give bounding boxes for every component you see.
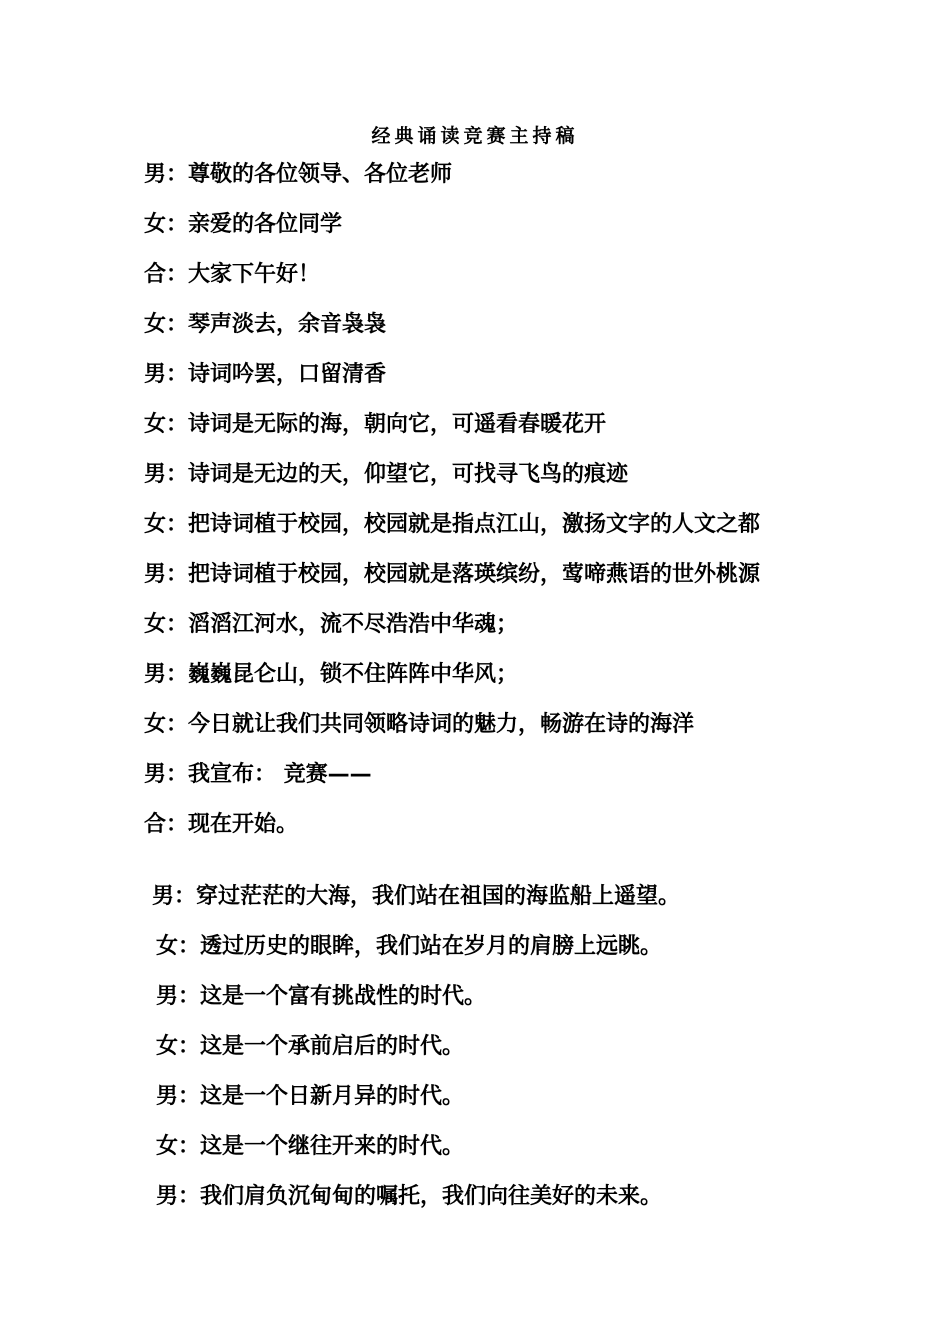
script-line: 女：亲爱的各位同学 [144, 212, 343, 237]
script-line: 女：诗词是无际的海，朝向它，可遥看春暖花开 [144, 412, 607, 437]
script-line: 男：这是一个日新月异的时代。 [156, 1084, 465, 1109]
script-line: 合：大家下午好！ [144, 262, 321, 287]
script-section-opening [144, 158, 760, 858]
script-line: 男：我们肩负沉甸甸的嘱托，我们向往美好的未来。 [156, 1184, 663, 1209]
script-line: 男：尊敬的各位领导、各位老师 [144, 162, 453, 187]
script-line: 女：这是一个承前启后的时代。 [156, 1034, 465, 1059]
script-line: 女：透过历史的眼眸，我们站在岁月的肩膀上远眺。 [156, 934, 663, 959]
script-line: 男：诗词吟罢，口留清香 [144, 362, 387, 387]
script-line: 男：我宣布： 竞赛—— [144, 762, 372, 787]
script-line: 女：今日就让我们共同领略诗词的魅力，畅游在诗的海洋 [144, 712, 695, 737]
document-title: 经典诵读竞赛主持稿 [371, 125, 579, 147]
script-line: 女：把诗词植于校园，校园就是指点江山，激扬文字的人文之都 [144, 512, 761, 537]
script-line: 男：诗词是无边的天，仰望它，可找寻飞鸟的痕迹 [144, 462, 629, 487]
script-line: 男：把诗词植于校园，校园就是落瑛缤纷，莺啼燕语的世外桃源 [144, 562, 761, 587]
script-section-era [152, 880, 680, 1230]
script-line: 女：琴声淡去，余音袅袅 [144, 312, 387, 337]
script-line: 女：滔滔江河水，流不尽浩浩中华魂； [144, 612, 519, 637]
script-line: 合：现在开始。 [144, 812, 299, 837]
script-line: 男：这是一个富有挑战性的时代。 [156, 984, 487, 1009]
script-line: 男：穿过茫茫的大海，我们站在祖国的海监船上遥望。 [152, 884, 681, 909]
script-line: 女：这是一个继往开来的时代。 [156, 1134, 465, 1159]
script-line: 男：巍巍昆仑山，锁不住阵阵中华风； [144, 662, 519, 687]
